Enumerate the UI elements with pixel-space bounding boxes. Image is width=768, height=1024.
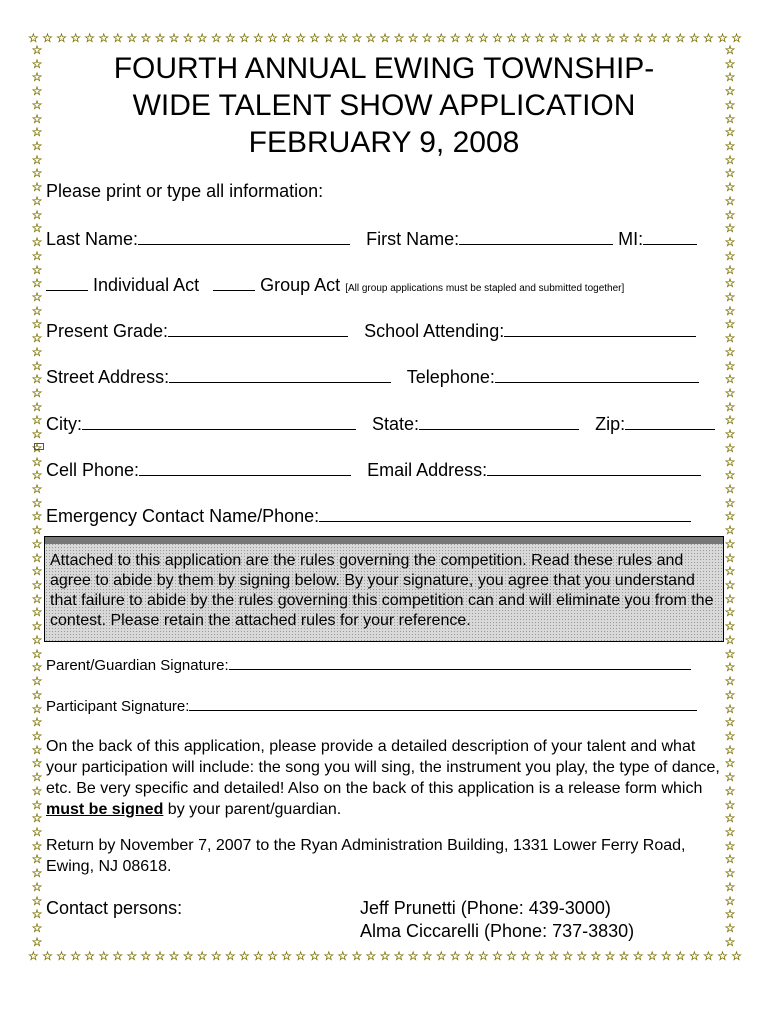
- star-icon: ☆: [724, 317, 736, 332]
- star-icon: ☆: [295, 949, 306, 963]
- star-icon: ☆: [31, 193, 43, 208]
- street-address-field[interactable]: [169, 366, 391, 383]
- star-icon: ☆: [84, 31, 96, 45]
- star-icon: ☆: [724, 811, 736, 826]
- star-icon: ☆: [351, 31, 363, 45]
- star-icon: ☆: [31, 838, 43, 853]
- star-icon: ☆: [717, 949, 728, 963]
- star-border-top: [28, 30, 742, 46]
- star-icon: ☆: [534, 949, 546, 963]
- contact-persons-label: Contact persons:: [46, 898, 183, 918]
- star-icon: ☆: [323, 949, 335, 963]
- email-address-field[interactable]: [487, 459, 701, 476]
- emergency-contact-field[interactable]: [319, 505, 691, 522]
- city-field[interactable]: [82, 413, 356, 430]
- star-icon: ☆: [724, 550, 736, 565]
- star-icon: ☆: [365, 949, 377, 963]
- star-icon: ☆: [140, 949, 152, 963]
- star-icon: ☆: [724, 221, 736, 236]
- star-icon: ☆: [31, 111, 43, 126]
- star-icon: ☆: [724, 413, 736, 428]
- star-icon: ☆: [70, 949, 81, 963]
- star-icon: ☆: [492, 31, 503, 45]
- star-icon: ☆: [31, 797, 43, 812]
- star-icon: ☆: [31, 646, 43, 661]
- form-title: [46, 50, 722, 161]
- star-icon: ☆: [393, 31, 405, 45]
- star-icon: ☆: [506, 31, 517, 45]
- star-icon: ☆: [724, 852, 736, 867]
- star-icon: ☆: [31, 44, 43, 57]
- star-icon: ☆: [632, 949, 644, 963]
- star-icon: ☆: [70, 31, 81, 45]
- star-icon: ☆: [31, 495, 43, 510]
- star-icon: ☆: [724, 838, 736, 853]
- star-icon: ☆: [463, 31, 475, 45]
- back-instructions-part2: by your parent/guardian.: [163, 801, 342, 818]
- star-icon: ☆: [31, 550, 43, 565]
- star-icon: ☆: [31, 756, 43, 771]
- street-address-label: Street Address:: [46, 367, 170, 387]
- star-icon: ☆: [31, 358, 43, 373]
- star-icon: ☆: [724, 303, 736, 318]
- star-icon: ☆: [267, 949, 278, 963]
- star-icon: ☆: [31, 824, 43, 839]
- star-icon: ☆: [724, 728, 736, 743]
- star-icon: ☆: [724, 715, 736, 730]
- star-icon: ☆: [724, 248, 736, 263]
- present-grade-label: Present Grade:: [46, 321, 169, 341]
- parent-signature-field[interactable]: [229, 655, 691, 670]
- cell-email-row: [46, 459, 724, 481]
- star-icon: ☆: [724, 578, 736, 593]
- star-icon: ☆: [31, 152, 43, 167]
- parent-signature-label: Parent/Guardian Signature:: [46, 657, 229, 674]
- return-info-paragraph: Return by November 7, 2007 to the Ryan Administration Building, 1331 Lower Ferry Road, Ewing, NJ 08618.: [46, 837, 686, 875]
- star-icon: ☆: [196, 949, 208, 963]
- star-icon: ☆: [576, 949, 588, 963]
- star-icon: ☆: [31, 536, 43, 551]
- cell-phone-label: Cell Phone:: [46, 460, 140, 480]
- star-icon: ☆: [724, 235, 736, 250]
- star-icon: ☆: [323, 31, 335, 45]
- star-icon: ☆: [724, 276, 736, 291]
- star-icon: ☆: [31, 70, 43, 85]
- star-icon: ☆: [604, 31, 616, 45]
- star-icon: ☆: [562, 949, 574, 963]
- star-icon: ☆: [31, 399, 43, 414]
- star-icon: ☆: [724, 331, 736, 346]
- star-icon: ☆: [31, 139, 43, 154]
- star-border-bottom: [28, 948, 742, 964]
- instructions: Please print or type all information:: [46, 181, 324, 201]
- star-icon: ☆: [31, 509, 43, 524]
- star-icon: ☆: [724, 152, 736, 167]
- star-icon: ☆: [42, 949, 53, 963]
- star-icon: ☆: [31, 921, 43, 935]
- star-icon: ☆: [618, 949, 630, 963]
- star-icon: ☆: [520, 31, 531, 45]
- star-icon: ☆: [140, 31, 152, 45]
- star-icon: ☆: [724, 454, 736, 469]
- group-act-label: Group Act: [260, 275, 341, 295]
- star-icon: ☆: [31, 344, 43, 359]
- star-icon: ☆: [534, 31, 546, 45]
- star-icon: ☆: [717, 31, 728, 45]
- group-note: [All group applications must be stapled and submitted together]: [345, 283, 625, 294]
- star-icon: ☆: [724, 97, 736, 112]
- star-icon: ☆: [31, 715, 43, 730]
- star-icon: ☆: [31, 235, 43, 250]
- star-icon: ☆: [724, 605, 736, 620]
- star-icon: ☆: [31, 866, 43, 881]
- star-icon: ☆: [224, 949, 236, 963]
- star-icon: ☆: [724, 207, 736, 222]
- star-icon: ☆: [31, 907, 43, 922]
- star-icon: ☆: [238, 31, 250, 45]
- star-icon: ☆: [724, 495, 736, 510]
- star-icon: ☆: [253, 31, 264, 45]
- star-icon: ☆: [281, 949, 292, 963]
- star-icon: ☆: [126, 949, 138, 963]
- mi-label: MI:: [618, 229, 644, 249]
- present-grade-field[interactable]: [168, 320, 348, 337]
- star-icon: ☆: [548, 949, 560, 963]
- star-icon: ☆: [724, 193, 736, 208]
- star-icon: ☆: [31, 248, 43, 263]
- star-icon: ☆: [31, 770, 43, 785]
- must-be-signed-emphasis: must be signed: [46, 801, 164, 818]
- star-icon: ☆: [688, 949, 700, 963]
- star-icon: ☆: [379, 31, 391, 45]
- star-icon: ☆: [31, 742, 43, 757]
- star-icon: ☆: [724, 166, 736, 181]
- star-icon: ☆: [576, 31, 588, 45]
- star-icon: ☆: [31, 783, 43, 798]
- star-icon: ☆: [604, 949, 616, 963]
- star-icon: ☆: [379, 949, 391, 963]
- emergency-contact-row: [46, 505, 724, 527]
- star-icon: ☆: [724, 440, 736, 455]
- star-icon: ☆: [337, 31, 349, 45]
- star-icon: ☆: [724, 125, 736, 140]
- star-icon: ☆: [224, 31, 236, 45]
- star-icon: ☆: [724, 70, 736, 85]
- star-icon: ☆: [506, 949, 517, 963]
- star-icon: ☆: [98, 949, 110, 963]
- address-phone-row: [46, 366, 724, 388]
- star-icon: ☆: [154, 949, 166, 963]
- star-icon: ☆: [31, 207, 43, 222]
- city-state-zip-row: [46, 413, 724, 435]
- star-icon: ☆: [724, 879, 736, 894]
- first-name-field[interactable]: [459, 228, 613, 245]
- star-icon: ☆: [724, 536, 736, 551]
- star-icon: ☆: [31, 289, 43, 304]
- star-icon: ☆: [449, 949, 461, 963]
- star-icon: ☆: [435, 31, 447, 45]
- star-icon: ☆: [688, 31, 700, 45]
- star-icon: ☆: [295, 31, 306, 45]
- star-icon: ☆: [31, 454, 43, 469]
- star-icon: ☆: [238, 949, 250, 963]
- star-icon: ☆: [31, 276, 43, 291]
- star-icon: ☆: [407, 31, 419, 45]
- star-icon: ☆: [31, 591, 43, 606]
- star-icon: ☆: [646, 949, 658, 963]
- star-icon: ☆: [407, 949, 419, 963]
- small-box-marker: [34, 443, 44, 450]
- star-icon: ☆: [31, 84, 43, 99]
- last-name-field[interactable]: [138, 228, 350, 245]
- star-icon: ☆: [724, 866, 736, 881]
- star-icon: ☆: [724, 56, 736, 71]
- rules-notice-text: Attached to this application are the rules governing the competition. Read these rules and agree to abide by them by signing below. By your signature, you agree that you understand that failure to abide by the rules governing this competition can and will eliminate you from the contest. Please retain the attached rules for your reference.: [50, 552, 714, 629]
- star-icon: ☆: [724, 111, 736, 126]
- star-icon: ☆: [724, 824, 736, 839]
- star-icon: ☆: [724, 262, 736, 277]
- back-instructions-part1: On the back of this application, please provide a detailed description of your talent and what your participation will include: the song you will sing, the instrument you play, the type of dance, etc. Be very specific and detailed! Also on the back of this application is a release form which: [46, 738, 720, 797]
- star-icon: ☆: [84, 949, 96, 963]
- star-icon: ☆: [31, 578, 43, 593]
- star-icon: ☆: [31, 811, 43, 826]
- contact-person-2: Alma Ciccarelli (Phone: 737-3830): [360, 921, 635, 941]
- school-attending-label: School Attending:: [364, 321, 505, 341]
- email-address-label: Email Address:: [367, 460, 488, 480]
- star-icon: ☆: [724, 646, 736, 661]
- star-icon: ☆: [724, 84, 736, 99]
- star-icon: ☆: [674, 949, 686, 963]
- title-line-2: WIDE TALENT SHOW APPLICATION: [132, 89, 636, 122]
- star-icon: ☆: [724, 180, 736, 195]
- star-icon: ☆: [590, 949, 602, 963]
- star-icon: ☆: [724, 907, 736, 922]
- star-icon: ☆: [724, 742, 736, 757]
- star-icon: ☆: [724, 509, 736, 524]
- star-icon: ☆: [724, 523, 736, 538]
- star-icon: ☆: [393, 949, 405, 963]
- star-icon: ☆: [724, 289, 736, 304]
- star-icon: ☆: [31, 317, 43, 332]
- star-icon: ☆: [31, 262, 43, 277]
- star-icon: ☆: [724, 399, 736, 414]
- star-icon: ☆: [56, 949, 67, 963]
- star-icon: ☆: [28, 949, 39, 963]
- star-icon: ☆: [31, 221, 43, 236]
- star-icon: ☆: [562, 31, 574, 45]
- star-icon: ☆: [168, 31, 180, 45]
- star-icon: ☆: [724, 921, 736, 935]
- star-icon: ☆: [210, 949, 222, 963]
- star-icon: ☆: [478, 31, 489, 45]
- individual-act-blank[interactable]: [46, 274, 88, 291]
- star-icon: ☆: [703, 949, 714, 963]
- star-icon: ☆: [724, 564, 736, 579]
- telephone-label: Telephone:: [406, 367, 495, 387]
- name-row: [46, 228, 724, 250]
- notice-header-bar: [45, 537, 723, 544]
- star-icon: ☆: [309, 31, 321, 45]
- star-icon: ☆: [56, 31, 67, 45]
- star-icon: ☆: [724, 783, 736, 798]
- star-icon: ☆: [31, 303, 43, 318]
- contact-person-1: Jeff Prunetti (Phone: 439-3000): [360, 898, 611, 918]
- cell-phone-field[interactable]: [139, 459, 351, 476]
- star-icon: ☆: [31, 97, 43, 112]
- star-icon: ☆: [724, 701, 736, 716]
- grade-school-row: [46, 320, 724, 342]
- state-field[interactable]: [419, 413, 579, 430]
- star-icon: ☆: [421, 949, 433, 963]
- group-act-blank[interactable]: [213, 274, 255, 291]
- star-icon: ☆: [281, 31, 292, 45]
- participant-signature-row: [46, 696, 724, 715]
- star-icon: ☆: [731, 31, 742, 45]
- star-icon: ☆: [98, 31, 110, 45]
- star-icon: ☆: [724, 385, 736, 400]
- star-icon: ☆: [724, 591, 736, 606]
- city-label: City:: [46, 414, 82, 434]
- star-icon: ☆: [632, 31, 644, 45]
- star-icon: ☆: [548, 31, 560, 45]
- star-icon: ☆: [31, 482, 43, 496]
- star-icon: ☆: [182, 949, 194, 963]
- star-icon: ☆: [31, 427, 43, 442]
- star-icon: ☆: [182, 31, 194, 45]
- star-icon: ☆: [724, 687, 736, 702]
- star-icon: ☆: [31, 166, 43, 181]
- star-icon: ☆: [31, 701, 43, 716]
- title-line-1: FOURTH ANNUAL EWING TOWNSHIP-: [113, 52, 655, 85]
- star-icon: ☆: [660, 31, 672, 45]
- star-icon: ☆: [724, 674, 736, 689]
- star-icon: ☆: [421, 31, 433, 45]
- zip-field[interactable]: [625, 413, 715, 430]
- star-icon: ☆: [449, 31, 461, 45]
- star-icon: ☆: [31, 728, 43, 743]
- star-icon: ☆: [31, 632, 43, 647]
- star-icon: ☆: [724, 482, 736, 496]
- star-icon: ☆: [31, 125, 43, 140]
- star-icon: ☆: [31, 879, 43, 894]
- star-icon: ☆: [492, 949, 503, 963]
- mi-field[interactable]: [643, 228, 697, 245]
- parent-signature-row: [46, 655, 724, 674]
- zip-label: Zip:: [595, 414, 626, 434]
- star-icon: ☆: [267, 31, 278, 45]
- star-icon: ☆: [309, 949, 321, 963]
- back-instructions-paragraph: [46, 736, 726, 820]
- star-icon: ☆: [590, 31, 602, 45]
- star-icon: ☆: [724, 44, 736, 57]
- star-icon: ☆: [478, 949, 489, 963]
- star-icon: ☆: [31, 934, 43, 948]
- star-icon: ☆: [154, 31, 166, 45]
- star-icon: ☆: [724, 619, 736, 634]
- star-icon: ☆: [31, 893, 43, 908]
- star-icon: ☆: [112, 31, 124, 45]
- star-icon: ☆: [435, 949, 447, 963]
- star-icon: ☆: [31, 619, 43, 634]
- star-icon: ☆: [31, 852, 43, 867]
- star-icon: ☆: [463, 949, 475, 963]
- star-icon: ☆: [724, 756, 736, 771]
- star-icon: ☆: [112, 949, 124, 963]
- star-icon: ☆: [351, 949, 363, 963]
- title-line-3: FEBRUARY 9, 2008: [248, 126, 520, 159]
- star-icon: ☆: [28, 31, 39, 45]
- star-icon: ☆: [31, 440, 43, 455]
- participant-signature-label: Participant Signature:: [46, 698, 190, 715]
- last-name-label: Last Name:: [46, 229, 139, 249]
- star-icon: ☆: [31, 180, 43, 195]
- star-icon: ☆: [660, 949, 672, 963]
- rules-notice-box: [44, 536, 724, 642]
- star-icon: ☆: [210, 31, 222, 45]
- star-icon: ☆: [724, 770, 736, 785]
- star-icon: ☆: [31, 564, 43, 579]
- star-icon: ☆: [724, 139, 736, 154]
- star-icon: ☆: [31, 372, 43, 387]
- state-label: State:: [372, 414, 420, 434]
- star-icon: ☆: [31, 687, 43, 702]
- star-border-left: [30, 44, 44, 948]
- star-icon: ☆: [337, 949, 349, 963]
- star-icon: ☆: [31, 523, 43, 538]
- telephone-field[interactable]: [495, 366, 699, 383]
- star-icon: ☆: [724, 372, 736, 387]
- first-name-label: First Name:: [366, 229, 460, 249]
- star-icon: ☆: [646, 31, 658, 45]
- star-icon: ☆: [196, 31, 208, 45]
- star-icon: ☆: [618, 31, 630, 45]
- participant-signature-field[interactable]: [189, 696, 697, 711]
- school-attending-field[interactable]: [504, 320, 696, 337]
- star-icon: ☆: [31, 413, 43, 428]
- star-icon: ☆: [724, 344, 736, 359]
- star-icon: ☆: [703, 31, 714, 45]
- star-icon: ☆: [31, 331, 43, 346]
- star-icon: ☆: [365, 31, 377, 45]
- star-icon: ☆: [31, 56, 43, 71]
- star-icon: ☆: [42, 31, 53, 45]
- star-icon: ☆: [731, 949, 742, 963]
- star-icon: ☆: [253, 949, 264, 963]
- star-icon: ☆: [520, 949, 531, 963]
- star-icon: ☆: [724, 893, 736, 908]
- star-icon: ☆: [724, 660, 736, 675]
- star-icon: ☆: [724, 797, 736, 812]
- star-icon: ☆: [674, 31, 686, 45]
- star-icon: ☆: [724, 468, 736, 483]
- act-type-row: [46, 274, 724, 296]
- star-icon: ☆: [724, 358, 736, 373]
- star-icon: ☆: [724, 427, 736, 442]
- star-icon: ☆: [724, 632, 736, 647]
- star-icon: ☆: [31, 605, 43, 620]
- star-icon: ☆: [31, 674, 43, 689]
- star-icon: ☆: [126, 31, 138, 45]
- individual-act-label: Individual Act: [93, 275, 200, 295]
- emergency-contact-label: Emergency Contact Name/Phone:: [46, 506, 320, 526]
- star-icon: ☆: [724, 934, 736, 948]
- star-icon: ☆: [31, 468, 43, 483]
- star-icon: ☆: [31, 385, 43, 400]
- star-icon: ☆: [168, 949, 180, 963]
- star-icon: ☆: [31, 660, 43, 675]
